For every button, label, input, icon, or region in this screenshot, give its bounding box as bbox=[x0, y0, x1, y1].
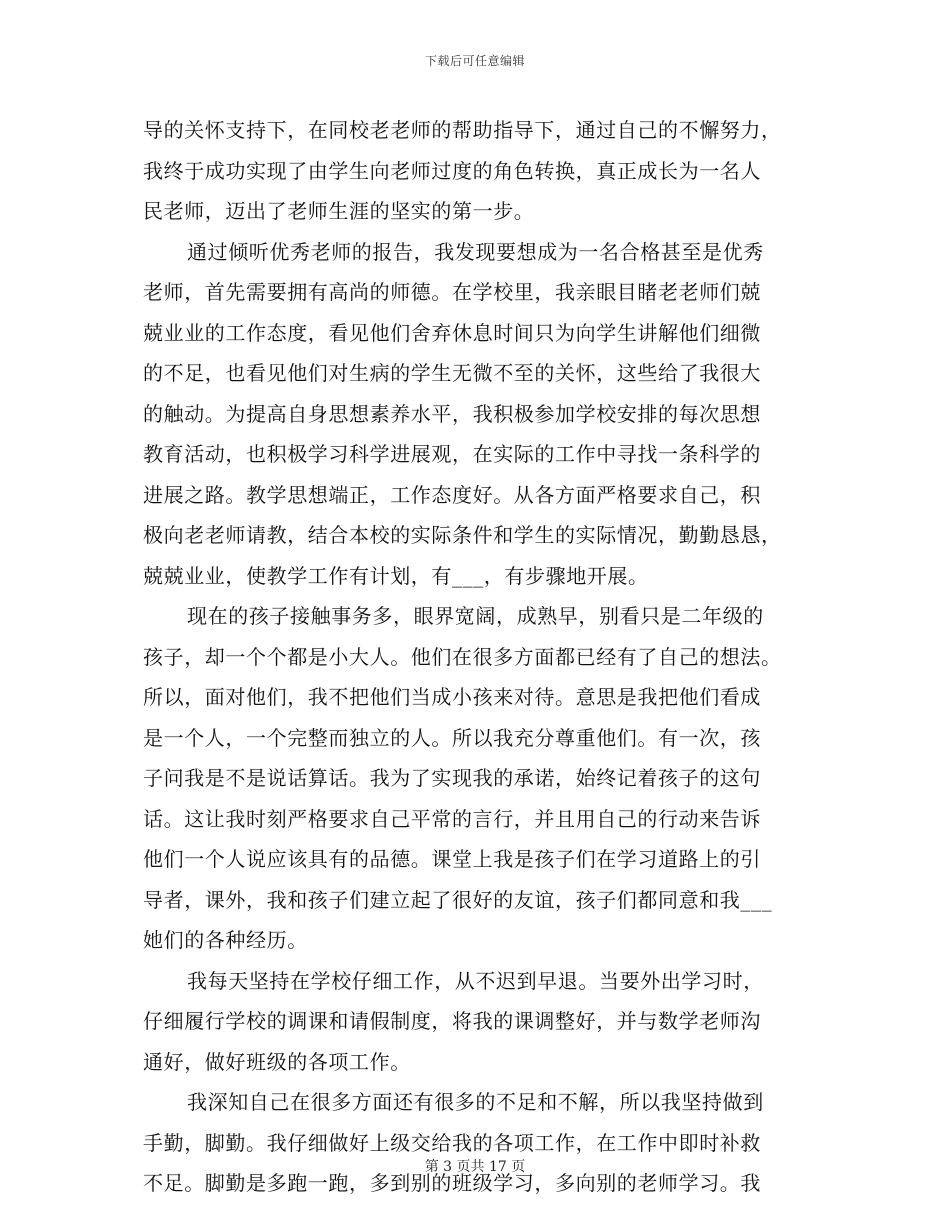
paragraph bbox=[143, 110, 803, 232]
text-line: 通过倾听优秀老师的报告，我发现要想成为一名合格甚至是优秀 bbox=[187, 239, 764, 264]
text-line: 民老师，迈出了老师生涯的坚实的第一步。 bbox=[143, 199, 535, 223]
text-line: 她们的各种经历。 bbox=[143, 928, 308, 952]
text-line: 话。这让我时刻严格要求自己平常的言行，并且用自己的行动来告诉 bbox=[143, 806, 761, 831]
text-line: 进展之路。教学思想端正，工作态度好。从各方面严格要求自己，积 bbox=[143, 482, 761, 507]
text-line: 导者，课外，我和孩子们建立起了很好的友谊，孩子们都同意和我___ bbox=[143, 887, 773, 912]
text-line: 通好，做好班级的各项工作。 bbox=[143, 1049, 411, 1074]
text-line: 我每天坚持在学校仔细工作，从不迟到早退。当要外出学习时， bbox=[187, 968, 764, 993]
text-line: 兢兢业业，使教学工作有计划，有___，有步骤地开展。 bbox=[143, 563, 649, 588]
text-line: 的不足，也看见他们对生病的学生无微不至的关怀，这些给了我很大 bbox=[143, 361, 761, 385]
text-line: 老师，首先需要拥有高尚的师德。在学校里，我亲眼目睹老老师们兢 bbox=[143, 280, 761, 304]
document-body bbox=[143, 110, 803, 1204]
text-line: 子问我是不是说话算话。我为了实现我的承诺，始终记着孩子的这句 bbox=[143, 766, 761, 790]
paragraph bbox=[143, 596, 803, 961]
text-line: 现在的孩子接触事务多，眼界宽阔，成熟早，别看只是二年级的 bbox=[187, 604, 764, 628]
text-line: 导的关怀支持下，在同校老老师的帮助指导下，通过自己的不懈努力， bbox=[143, 118, 782, 142]
text-line: 的触动。为提高自身思想素养水平，我积极参加学校安排的每次思想 bbox=[143, 401, 761, 426]
text-line: 极向老老师请教，结合本校的实际条件和学生的实际情况，勤勤恳恳， bbox=[143, 523, 782, 547]
text-line: 是一个人，一个完整而独立的人。所以我充分尊重他们。有一次，孩 bbox=[143, 725, 761, 750]
text-line: 仔细履行学校的调课和请假制度，将我的课调整好，并与数学老师沟 bbox=[143, 1009, 761, 1033]
text-line: 我终于成功实现了由学生向老师过度的角色转换，真正成长为一名人 bbox=[143, 158, 761, 183]
paragraph bbox=[143, 232, 803, 597]
text-line: 手勤，脚勤。我仔细做好上级交给我的各项工作，在工作中即时补救 bbox=[143, 1130, 761, 1155]
paragraph bbox=[143, 961, 803, 1083]
text-line: 教育活动，也积极学习科学进展观，在实际的工作中寻找一条科学的 bbox=[143, 442, 761, 466]
paragraph bbox=[143, 1082, 803, 1204]
text-line: 他们一个人说应该具有的品德。课堂上我是孩子们在学习道路上的引 bbox=[143, 847, 761, 871]
page-footer: 第 3 页共 17 页 bbox=[424, 1159, 526, 1175]
text-line: 所以，面对他们，我不把他们当成小孩来对待。意思是我把他们看成 bbox=[143, 685, 761, 709]
text-line: 不足。脚勤是多跑一跑，多到别的班级学习，多向别的老师学习。我 bbox=[143, 1171, 761, 1195]
text-line: 我深知自己在很多方面还有很多的不足和不解，所以我坚持做到 bbox=[187, 1090, 764, 1114]
page-header: 下载后可任意编辑 bbox=[424, 54, 525, 68]
text-line: 兢业业的工作态度，看见他们舍弃休息时间只为向学生讲解他们细微 bbox=[143, 320, 761, 345]
text-line: 孩子，却一个个都是小大人。他们在很多方面都已经有了自己的想法。 bbox=[143, 644, 782, 669]
